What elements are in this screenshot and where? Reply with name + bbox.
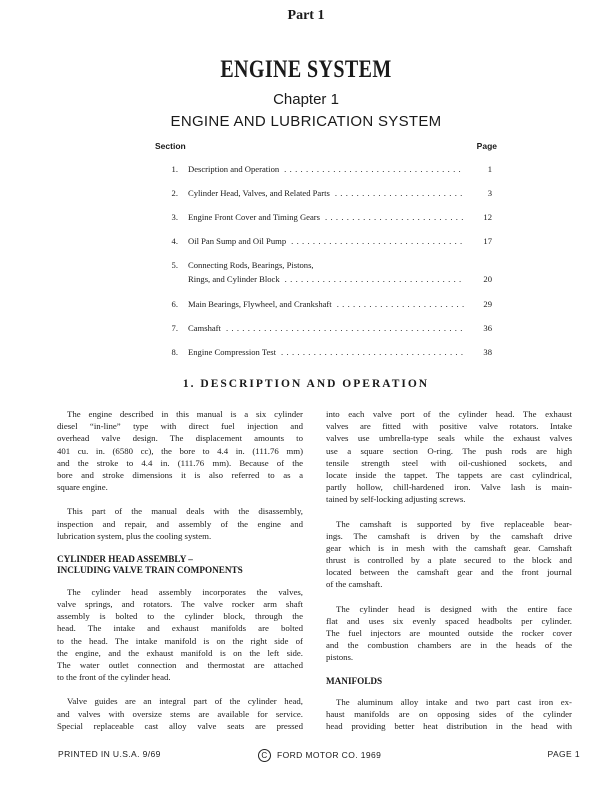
paragraph-line: The engine described in this manual is a six cylinder: [67, 409, 303, 419]
paragraph-line: 401 cu. in. (6580 cc), the bore to 4.4 in. (111.76 mm): [57, 445, 303, 456]
toc-entry-number: 8.: [171, 347, 178, 357]
paragraph: [326, 603, 572, 664]
paragraph-line: This part of the manual deals with the disassembly,: [67, 506, 303, 517]
footer-printed: PRINTED IN U.S.A. 9/69: [58, 749, 161, 759]
paragraph: [57, 586, 303, 684]
toc-entry-label: Description and Operation: [188, 164, 280, 174]
toc-entry[interactable]: [164, 186, 492, 200]
paragraph-line: and the stroke to 4.4 in. (111.76 mm). Because of the: [57, 457, 303, 468]
toc-entry-line: [164, 234, 492, 248]
paragraph-line: haust manifolds are on opposing sides of the cylinder: [326, 709, 572, 720]
toc-entry[interactable]: [164, 345, 492, 359]
paragraph-line: valves use umbrella-type seals while the exhaust valves: [326, 433, 572, 444]
toc-entry-page: 29: [483, 299, 492, 309]
toc-entry-number: 1.: [171, 164, 178, 174]
toc-entry-number: 5.: [171, 260, 178, 270]
subheading-line: INCLUDING VALVE TRAIN COMPONENTS: [57, 565, 243, 576]
subheading-line: CYLINDER HEAD ASSEMBLY –: [57, 553, 193, 564]
paragraph-line: partly hollow, chill-hardened iron. Valve lash is main-: [326, 482, 572, 493]
paragraph-line: into each valve port of the cylinder head. The exhaust: [326, 409, 572, 419]
subheading-line: MANIFOLDS: [326, 675, 383, 686]
paragraph-line: valves are fitted with positive valve rotators. Intake: [326, 421, 572, 432]
part-label: Part 1: [287, 8, 325, 23]
toc-entry-page: 20: [483, 274, 492, 284]
paragraph-line: flat and uses six evenly spaced headbolts per cylinder.: [326, 615, 572, 626]
toc-leader-dots: ..................................: [281, 347, 467, 357]
paragraph-line: Special replaceable cast alloy valve seats are pressed: [57, 720, 303, 731]
paragraph-line: valve springs, and rotators. The valve rocker arm shaft: [57, 599, 303, 610]
paragraph-line: tensile strength steel with oil-cushioned sockets, and: [326, 457, 572, 468]
toc-entry-label: Rings, and Cylinder Block: [188, 274, 280, 284]
paragraph: [57, 505, 303, 542]
paragraph-line: diesel “in-line” type with direct fuel injection and: [57, 421, 303, 432]
paragraph: [326, 518, 572, 591]
toc-leader-dots: ............................................: [225, 323, 466, 333]
toc-entry-number: 3.: [171, 212, 178, 222]
toc-entry[interactable]: [164, 258, 492, 286]
paragraph: [326, 408, 572, 506]
paragraph-line: Valve guides are an integral part of the cylinder head,: [67, 696, 303, 707]
document-title: ENGINE SYSTEM: [220, 56, 392, 83]
toc-entry-line: [164, 345, 492, 359]
paragraph-line: located between the camshaft gear and the front journal: [326, 567, 572, 578]
footer-page: PAGE 1: [547, 749, 580, 759]
paragraph-line: head providing better heat distribution in the head with: [326, 721, 572, 732]
toc-entry-number: 7.: [171, 323, 178, 333]
paragraph-line: The water outlet connection and thermostat are attached: [57, 660, 303, 670]
paragraph-line: head. The intake and exhaust manifolds are bolted: [57, 623, 303, 634]
toc-entry-page: 1: [487, 164, 492, 174]
left-column: [57, 408, 303, 744]
footer-copyright: [258, 749, 381, 762]
toc-leader-dots: ........................: [336, 299, 468, 309]
toc-entry-number: 6.: [171, 299, 178, 309]
toc-entry-line: [164, 321, 492, 335]
toc-entry-page: 3: [487, 188, 492, 198]
toc-entry-page: 17: [483, 236, 492, 246]
toc-entry-line: [164, 258, 492, 272]
toc-entry-line: [164, 162, 492, 176]
toc-entry-page: 38: [483, 347, 492, 357]
paragraph-line: inspection and repair, and assembly of the engine and: [57, 518, 303, 529]
paragraph-line: The cylinder head assembly incorporates the valves,: [67, 586, 303, 597]
toc-leader-dots: ........................: [334, 188, 466, 198]
paragraph-line: locate inside the tappet. The tappets are cast cylindrical,: [326, 469, 572, 480]
toc-entry[interactable]: [164, 321, 492, 335]
paragraph-line: to the front of the cylinder head.: [57, 672, 171, 683]
toc-entry-line: [164, 210, 492, 224]
toc-entry-label: Main Bearings, Flywheel, and Crankshaft: [188, 299, 332, 309]
footer-company: FORD MOTOR CO. 1969: [277, 750, 382, 760]
chapter-title: ENGINE AND LUBRICATION SYSTEM: [170, 113, 442, 130]
toc-page-header: Page: [476, 141, 497, 151]
paragraph-line: The cylinder head is designed with the entire face: [336, 603, 572, 614]
toc-entry[interactable]: [164, 162, 492, 176]
toc-entry-line: [164, 272, 492, 286]
paragraph-line: ings. The camshaft is driven by the camshaft drive: [326, 530, 572, 541]
copyright-icon: C: [258, 749, 271, 762]
section-heading: 1. DESCRIPTION AND OPERATION: [182, 378, 430, 390]
paragraph-line: use a square section O-ring. The push rods are high: [326, 445, 572, 456]
right-column: [326, 408, 572, 745]
paragraph-line: the engine, and the exhaust manifold is on the left side.: [57, 647, 303, 658]
toc-entry-label: Oil Pan Sump and Oil Pump: [188, 236, 287, 246]
toc-entry-label: Cylinder Head, Valves, and Related Parts: [188, 188, 330, 198]
paragraph-line: assembly is bolted to the cylinder block, through the: [57, 611, 303, 622]
paragraph-line: gear which is in mesh with the camshaft gear. Camshaft: [326, 542, 572, 553]
paragraph: [326, 696, 572, 733]
paragraph-line: The camshaft is supported by five replaceable bear-: [336, 518, 572, 529]
toc-entry-line: [164, 186, 492, 200]
subheading: [326, 676, 572, 688]
toc-entry-page: 36: [483, 323, 492, 333]
toc-section-header: Section: [155, 141, 186, 151]
toc-entry-label: Connecting Rods, Bearings, Pistons,: [188, 260, 314, 270]
paragraph-line: of the camshaft.: [326, 579, 383, 590]
toc-leader-dots: .................................: [284, 274, 465, 284]
paragraph-line: tained by self-locking adjusting screws.: [326, 494, 466, 505]
subheading: [57, 554, 303, 577]
toc-entry[interactable]: [164, 210, 492, 224]
toc-entry-number: 2.: [171, 188, 178, 198]
toc-leader-dots: ..........................: [325, 212, 467, 222]
toc-entry-label: Camshaft: [188, 323, 221, 333]
paragraph-line: overhead valve design. The displacement amounts to: [57, 433, 303, 444]
paragraph-line: The aluminum alloy intake and two part cast iron ex-: [336, 697, 572, 708]
paragraph: [57, 408, 303, 493]
paragraph-line: and the combustion chambers are in the heads of the: [326, 640, 572, 651]
toc-entry-line: [164, 297, 492, 311]
chapter-label: Chapter 1: [273, 91, 339, 108]
paragraph-line: thrust is controlled by a plate secured to the block and: [326, 555, 572, 566]
toc-entry-number: 4.: [171, 236, 178, 246]
paragraph-line: The fuel injectors are mounted outside the rocker cover: [326, 628, 572, 638]
toc-leader-dots: .................................: [284, 164, 464, 174]
paragraph: [57, 695, 303, 732]
toc-entry-label: Engine Front Cover and Timing Gears: [188, 212, 321, 222]
toc-entry-label: Engine Compression Test: [188, 347, 277, 357]
toc-entry[interactable]: [164, 297, 492, 311]
toc-entry-page: 12: [483, 212, 492, 222]
paragraph-line: and valves with oversize stems are available for service.: [57, 708, 303, 719]
paragraph-line: lubrication system, plus the cooling system.: [57, 530, 212, 541]
paragraph-line: to the head. The intake manifold is on the right side of: [57, 635, 303, 646]
paragraph-line: square engine.: [57, 482, 108, 493]
paragraph-line: pistons.: [326, 652, 354, 663]
toc-leader-dots: ................................: [291, 236, 466, 246]
paragraph-line: bore and stroke dimensions it is also referred to as a: [57, 469, 303, 480]
toc-entry[interactable]: [164, 234, 492, 248]
